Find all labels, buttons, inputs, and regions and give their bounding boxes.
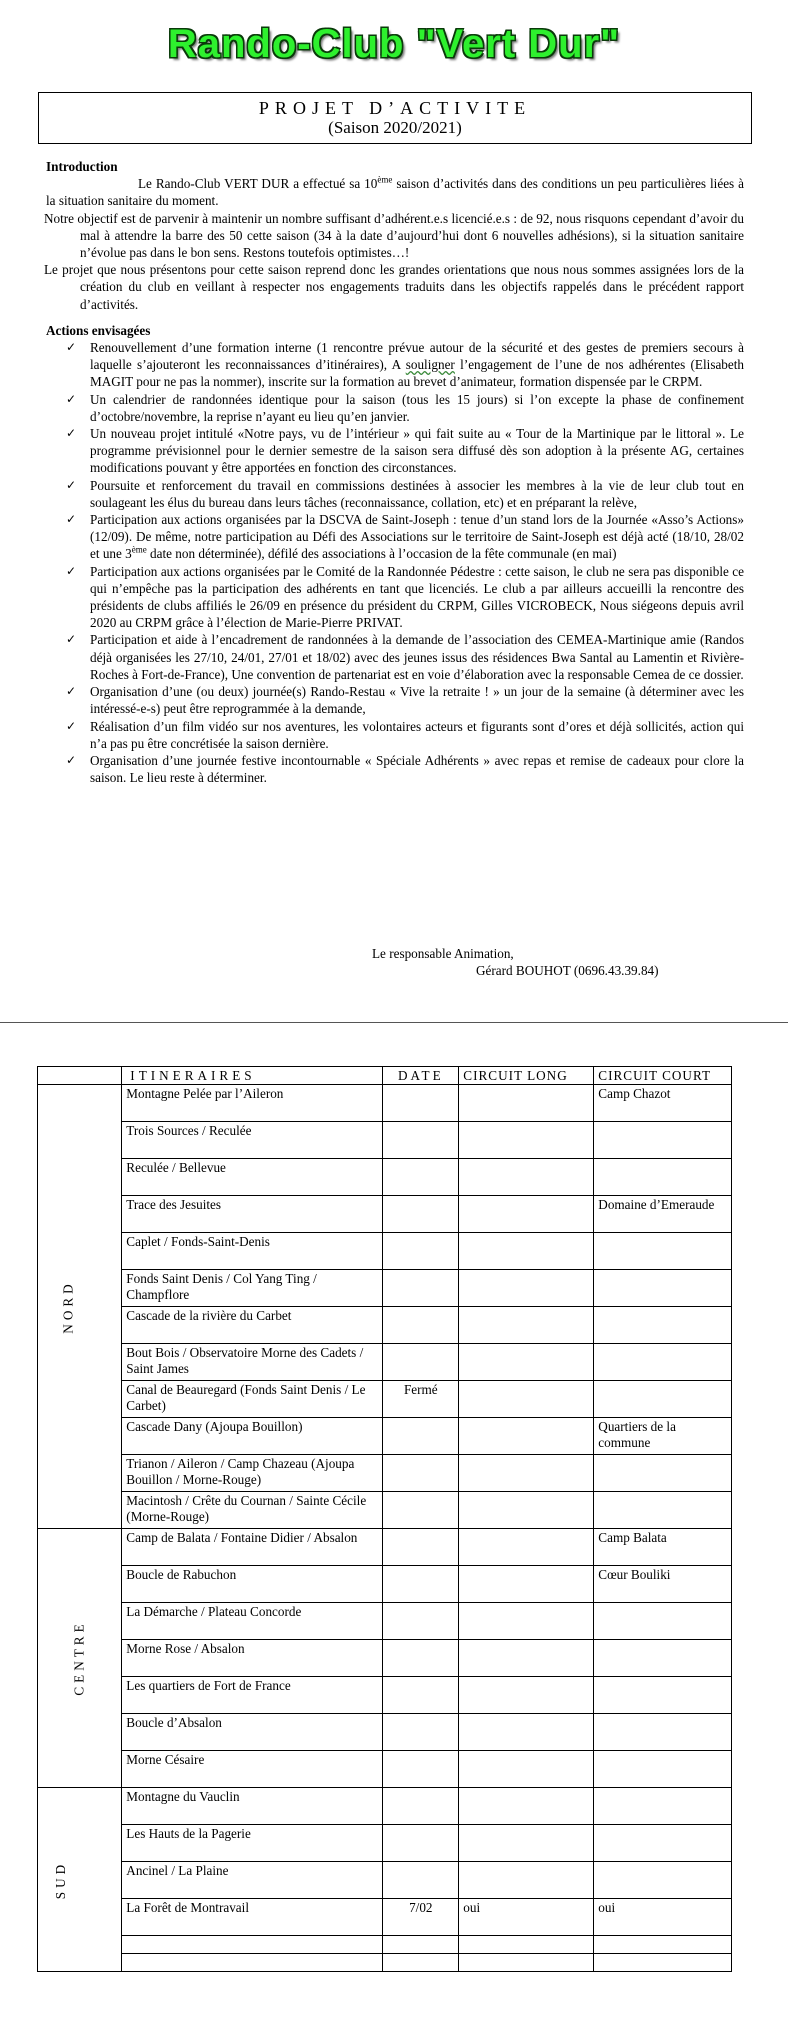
date-cell [383, 1529, 459, 1566]
date-cell [383, 1751, 459, 1788]
itinerary-cell: Canal de Beauregard (Fonds Saint Denis / Le Carbet) [122, 1381, 383, 1418]
table-row [38, 1270, 732, 1307]
circuit-court-cell [594, 1381, 732, 1418]
region-sud-body [38, 1788, 732, 1972]
itinerary-cell: Morne Césaire [122, 1751, 383, 1788]
circuit-long-cell [459, 1677, 594, 1714]
check-icon: ✓ [66, 632, 77, 647]
date-cell [383, 1270, 459, 1307]
circuit-court-cell: Quartiers de la commune [594, 1418, 732, 1455]
circuit-long-cell [459, 1381, 594, 1418]
table-row [38, 1788, 732, 1825]
circuit-long-cell [459, 1455, 594, 1492]
circuit-long-cell [459, 1492, 594, 1529]
table-row [38, 1936, 732, 1954]
circuit-court-cell [594, 1954, 732, 1972]
action-item [46, 563, 744, 632]
check-icon: ✓ [66, 684, 77, 699]
date-cell: 7/02 [383, 1899, 459, 1936]
table-row [38, 1233, 732, 1270]
action-item [46, 339, 744, 391]
table-row [38, 1899, 732, 1936]
date-cell [383, 1492, 459, 1529]
table-row [38, 1085, 732, 1122]
circuit-court-cell [594, 1603, 732, 1640]
itinerary-cell: Camp de Balata / Fontaine Didier / Absalon [122, 1529, 383, 1566]
region-label-nord [38, 1085, 122, 1529]
itinerary-cell: Morne Rose / Absalon [122, 1640, 383, 1677]
action-item [46, 752, 744, 786]
action-item [46, 631, 744, 683]
table-row [38, 1640, 732, 1677]
region-centre-body [38, 1529, 732, 1788]
table-row [38, 1825, 732, 1862]
circuit-long-cell [459, 1603, 594, 1640]
itinerary-cell: Cascade de la rivière du Carbet [122, 1307, 383, 1344]
circuit-court-cell [594, 1455, 732, 1492]
date-cell [383, 1122, 459, 1159]
signature-role: Le responsable Animation, [372, 946, 514, 961]
action-text: Participation aux actions organisées par la DSCVA de Saint-Joseph : tenue d’un stand lors de la Journée «Asso’s Actions» (12/09). De même, notre participation au Défi des Associations sur le territoire de Saint-Joseph est déjà acté (18/10, 28/02 et une 3 [90, 512, 744, 562]
action-text: Organisation d’une (ou deux) journée(s) Rando-Restau « Vive la retraite ! » un jour de la semaine (à déterminer avec les intéressé-e-s) peut être reprogrammée à la demande, [90, 684, 744, 717]
table-row [38, 1862, 732, 1899]
circuit-court-cell [594, 1159, 732, 1196]
itinerary-cell: La Forêt de Montravail [122, 1899, 383, 1936]
circuit-long-cell [459, 1751, 594, 1788]
circuit-court-cell: Camp Chazot [594, 1085, 732, 1122]
date-cell [383, 1640, 459, 1677]
circuit-long-cell [459, 1529, 594, 1566]
itinerary-cell [122, 1936, 383, 1954]
itinerary-cell: Macintosh / Crête du Cournan / Sainte Cécile (Morne-Rouge) [122, 1492, 383, 1529]
itinerary-cell: Fonds Saint Denis / Col Yang Ting / Champflore [122, 1270, 383, 1307]
actions-heading: Actions envisagées [46, 322, 151, 338]
table-row [38, 1455, 732, 1492]
table-row [38, 1954, 732, 1972]
action-text: Organisation d’une journée festive incontournable « Spéciale Adhérents » avec repas et remise de cadeaux pour clore la saison. Le lieu reste à déterminer. [90, 752, 744, 786]
circuit-court-cell: Camp Balata [594, 1529, 732, 1566]
circuit-long-cell [459, 1788, 594, 1825]
date-cell [383, 1159, 459, 1196]
circuit-court-cell [594, 1936, 732, 1954]
action-item [46, 718, 744, 752]
itinerary-cell: Reculée / Bellevue [122, 1159, 383, 1196]
circuit-long-cell [459, 1714, 594, 1751]
circuit-court-cell [594, 1714, 732, 1751]
circuit-court-cell: Cœur Bouliki [594, 1566, 732, 1603]
circuit-long-cell [459, 1233, 594, 1270]
circuit-long-cell: oui [459, 1899, 594, 1936]
date-cell [383, 1954, 459, 1972]
date-cell [383, 1566, 459, 1603]
action-item [46, 477, 744, 511]
circuit-court-cell [594, 1751, 732, 1788]
circuit-long-cell [459, 1418, 594, 1455]
action-underlined-word: souligner [405, 357, 455, 373]
itinerary-cell: Boucle d’Absalon [122, 1714, 383, 1751]
intro-section [46, 158, 744, 786]
action-text: Réalisation d’un film vidéo sur nos aventures, les volontaires acteurs et figurants sont d’ores et déjà sollicités, action qui n’a pas pu être concrétisée la saison dernière. [90, 718, 744, 751]
intro-p1-text-end: saison d’activités dans des conditions un peu particulières liées à la situation sanitaire du moment. [46, 176, 744, 209]
circuit-court-cell [594, 1492, 732, 1529]
date-cell [383, 1825, 459, 1862]
itinerary-cell: Montagne Pelée par l’Aileron [122, 1085, 383, 1122]
table-row [38, 1381, 732, 1418]
circuit-court-cell [594, 1122, 732, 1159]
circuit-long-cell [459, 1085, 594, 1122]
date-cell [383, 1862, 459, 1899]
circuit-long-cell [459, 1122, 594, 1159]
itinerary-cell: Trianon / Aileron / Camp Chazeau (Ajoupa Bouillon / Morne-Rouge) [122, 1455, 383, 1492]
circuit-long-cell [459, 1344, 594, 1381]
intro-paragraph-3: Le projet que nous présentons pour cette saison reprend donc les grandes orientations que nous nous sommes assignées lors de la création du club en veillant à respecter nos engagements traduits dans les objectifs rappelés dans le précédent rapport d’activités. [44, 262, 744, 312]
page-separator [0, 1022, 788, 1023]
check-icon: ✓ [66, 752, 77, 767]
projet-title-box [38, 92, 752, 144]
intro-heading: Introduction [46, 159, 118, 174]
header-itineraires: ITINERAIRES [122, 1067, 383, 1085]
date-cell [383, 1714, 459, 1751]
table-row [38, 1714, 732, 1751]
table-row [38, 1122, 732, 1159]
table-row [38, 1159, 732, 1196]
club-title: Rando-Club "Vert Dur" [167, 22, 621, 66]
region-header-cell [38, 1067, 122, 1085]
date-cell [383, 1196, 459, 1233]
circuit-long-cell [459, 1862, 594, 1899]
actions-list [46, 339, 744, 786]
circuit-long-cell [459, 1954, 594, 1972]
check-icon: ✓ [66, 391, 77, 406]
region-label-text: SUD [53, 1860, 69, 1899]
date-cell [383, 1677, 459, 1714]
itinerary-cell: Trois Sources / Reculée [122, 1122, 383, 1159]
intro-paragraph-2: Notre objectif est de parvenir à maintenir un nombre suffisant d’adhérent.e.s licencié.e.s : de 92, nous risquons cependant d’avoir du mal à attendre la barre des 50 cette saison (34 à la date d’aujourd’hui dont 6 nouvelles adhésions), si la situation sanitaire n’évolue pas dans le bon sens. Restons toutefois optimistes…! [44, 210, 744, 261]
circuit-long-cell [459, 1640, 594, 1677]
circuit-long-cell [459, 1159, 594, 1196]
circuit-court-cell [594, 1825, 732, 1862]
itinerary-cell: Boucle de Rabuchon [122, 1566, 383, 1603]
circuit-long-cell [459, 1566, 594, 1603]
circuit-court-cell [594, 1677, 732, 1714]
date-cell [383, 1307, 459, 1344]
circuit-court-cell [594, 1344, 732, 1381]
circuit-long-cell [459, 1936, 594, 1954]
check-icon: ✓ [66, 718, 77, 733]
season-label: (Saison 2020/2021) [328, 118, 462, 137]
check-icon: ✓ [66, 426, 77, 441]
itinerary-cell: Bout Bois / Observatoire Morne des Cadets / Saint James [122, 1344, 383, 1381]
itinerary-cell: Les quartiers de Fort de France [122, 1677, 383, 1714]
table-header-row [38, 1067, 732, 1085]
itineraries-table [37, 1066, 732, 1972]
table-row [38, 1307, 732, 1344]
table-row [38, 1566, 732, 1603]
table-row [38, 1344, 732, 1381]
action-text: Un nouveau projet intitulé «Notre pays, vu de l’intérieur » qui fait suite au « Tour de la Martinique par le littoral ». Le programme prévisionnel pour le dernier semestre de la saison sera diffusé dès son adoption à la présente AG, certaines modifications pouvant y être apportées en fonction des circonstances. [90, 426, 744, 476]
action-text: Renouvellement d’une formation interne (1 rencontre prévue autour de la sécurité et des gestes de premiers secours à laquelle s’ajouteront les reconnaissances d’itinéraires), A [90, 340, 744, 373]
itinerary-cell: La Démarche / Plateau Concorde [122, 1603, 383, 1640]
action-item [46, 683, 744, 717]
action-item [46, 425, 744, 477]
itinerary-cell: Ancinel / La Plaine [122, 1862, 383, 1899]
circuit-court-cell [594, 1233, 732, 1270]
circuit-court-cell [594, 1307, 732, 1344]
action-text-end: l’engagement de l’une de nos adhérentes (Elisabeth MAGIT pour ne pas la nommer), inscrite sur la formation au brevet d’animateur, formation dispensée par le CRPM. [90, 357, 745, 390]
date-cell [383, 1455, 459, 1492]
check-icon: ✓ [66, 512, 77, 527]
circuit-court-cell: oui [594, 1899, 732, 1936]
region-label-sud [38, 1788, 122, 1972]
intro-p1-sup: ème [377, 174, 393, 185]
table-row [38, 1603, 732, 1640]
action-item [46, 511, 744, 563]
action-text: Un calendrier de randonnées identique pour la saison (tous les 15 jours) si l’on excepte la phase de confinement d’octobre/novembre, la reprise n’ayant eu lieu qu’en janvier. [90, 391, 744, 424]
circuit-court-cell: Domaine d’Emeraude [594, 1196, 732, 1233]
table-row [38, 1529, 732, 1566]
circuit-long-cell [459, 1825, 594, 1862]
itinerary-cell: Les Hauts de la Pagerie [122, 1825, 383, 1862]
circuit-court-cell [594, 1788, 732, 1825]
circuit-long-cell [459, 1196, 594, 1233]
header-circuit-long: CIRCUIT LONG [459, 1067, 594, 1085]
check-icon: ✓ [66, 563, 77, 578]
itinerary-cell: Montagne du Vauclin [122, 1788, 383, 1825]
circuit-court-cell [594, 1862, 732, 1899]
circuit-court-cell [594, 1270, 732, 1307]
region-nord-body [38, 1085, 732, 1529]
table-row [38, 1196, 732, 1233]
itinerary-cell: Caplet / Fonds-Saint-Denis [122, 1233, 383, 1270]
circuit-court-cell [594, 1640, 732, 1677]
action-item [46, 391, 744, 425]
itinerary-cell: Cascade Dany (Ajoupa Bouillon) [122, 1418, 383, 1455]
action-text: Participation et aide à l’encadrement de randonnées à la demande de l’association des CEMEA-Martinique amie (Randos déjà organisées les 27/10, 24/01, 27/01 et 18/02) avec des jeunes issus des résidences Bwa Santal au Lamentin et Rivière-Roches à Fort-de-France), Une convention de partenariat est en voie d’élaboration avec la responsable Cemea de ce dossier. [90, 632, 744, 682]
circuit-long-cell [459, 1307, 594, 1344]
intro-p1-text: Le Rando-Club VERT DUR a effectué sa 10 [138, 176, 378, 192]
table-row [38, 1492, 732, 1529]
date-cell [383, 1344, 459, 1381]
check-icon: ✓ [66, 340, 77, 355]
itinerary-cell [122, 1954, 383, 1972]
projet-title: PROJET D’ACTIVITE [258, 98, 532, 118]
date-cell [383, 1603, 459, 1640]
itinerary-cell: Trace des Jesuites [122, 1196, 383, 1233]
intro-paragraph-1 [46, 175, 744, 209]
table-row [38, 1677, 732, 1714]
header-date: DATE [383, 1067, 459, 1085]
date-cell [383, 1085, 459, 1122]
check-icon: ✓ [66, 477, 77, 492]
action-sup: ème [131, 545, 147, 556]
action-text: Poursuite et renforcement du travail en commissions destinées à associer les membres à la vie de leur club tout en soulageant les élus du bureau dans leurs tâches (reconnaissance, collation, etc) et en préparant la relève, [90, 477, 744, 510]
action-text: Participation aux actions organisées par le Comité de la Randonnée Pédestre : cette saison, le club ne sera pas disponible ce qui n’empêche pas la participation des adhérents en tant que licenciés. Le club a par ailleurs accueilli la rencontre des présidents de clubs affiliés le 26/09 en présence du président du CRPM, Gilles VICROBECK, Nous siégeons depuis avril 2020 au CRPM grâce à l’élection de Marie-Pierre PRIVAT. [90, 563, 744, 631]
region-label-text: CENTRE [71, 1620, 87, 1696]
date-cell: Fermé [383, 1381, 459, 1418]
action-text-end: date non déterminée), défilé des associations à l’occasion de la fête communale (en mai) [146, 546, 617, 562]
date-cell [383, 1418, 459, 1455]
header-circuit-court: CIRCUIT COURT [594, 1067, 732, 1085]
circuit-long-cell [459, 1270, 594, 1307]
signature-name: Gérard BOUHOT (0696.43.39.84) [476, 963, 659, 978]
date-cell [383, 1788, 459, 1825]
region-label-centre [38, 1529, 122, 1788]
table-row [38, 1751, 732, 1788]
date-cell [383, 1936, 459, 1954]
table-row [38, 1418, 732, 1455]
region-label-text: NORD [60, 1279, 76, 1334]
date-cell [383, 1233, 459, 1270]
